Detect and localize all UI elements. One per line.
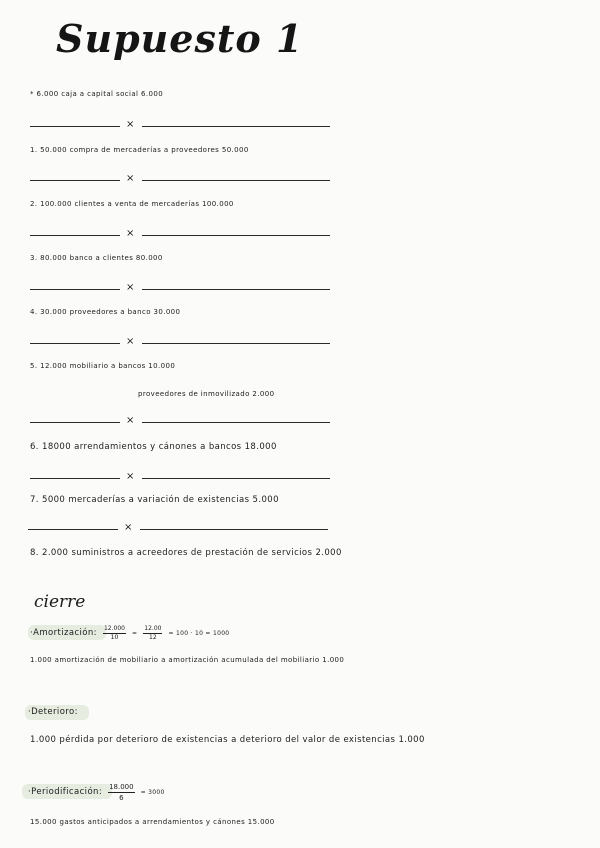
journal-entry-3: 3. 80.000 banco a clientes 80.000 <box>30 254 163 262</box>
journal-entry-6: 6. 18000 arrendamientos y cánones a bancos 18.000 <box>30 442 277 452</box>
separator-cross-icon: × <box>124 522 133 533</box>
amortizacion-entry: 1.000 amortización de mobiliario a amortización acumulada del mobiliario 1.000 <box>30 656 345 664</box>
journal-entry-8: 8. 2.000 suministros a acreedores de prestación de servicios 2.000 <box>30 548 342 558</box>
journal-entry-2: 2. 100.000 clientes a venta de mercaderías 100.000 <box>30 200 234 208</box>
amortizacion-row <box>30 622 229 644</box>
deterioro-entry: 1.000 pérdida por deterioro de existencias a deterioro del valor de existencias 1.000 <box>30 735 425 745</box>
amortizacion-fraction-1 <box>103 625 126 642</box>
fraction-denominator: 12 <box>149 633 157 641</box>
journal-entry-7: 7. 5000 mercaderías a variación de existencias 5.000 <box>30 495 279 505</box>
fraction-denominator: 6 <box>119 793 124 802</box>
journal-entry-0: * 6.000 caja a capital social 6.000 <box>30 90 164 98</box>
journal-entry-5: 5. 12.000 mobiliario a bancos 10.000 <box>30 362 176 370</box>
journal-entry-4: 4. 30.000 proveedores a banco 30.000 <box>30 308 181 316</box>
fraction-denominator: 10 <box>110 633 119 641</box>
fraction-numerator: 12.000 <box>103 624 125 632</box>
journal-entry-1: 1. 50.000 compra de mercaderías a proveedores 50.000 <box>30 146 249 154</box>
periodificacion-result: = 3000 <box>140 788 165 796</box>
entry-separator <box>30 471 330 484</box>
separator-cross-icon: × <box>126 415 135 426</box>
deterioro-label: ·Deterioro: <box>28 707 78 717</box>
entry-separator <box>30 336 330 349</box>
entry-separator <box>30 228 330 241</box>
entry-separator <box>30 119 330 132</box>
periodificacion-label: ·Periodificación: <box>28 787 103 797</box>
entry-separator <box>30 282 330 295</box>
amortizacion-fraction-2 <box>143 625 162 642</box>
separator-cross-icon: × <box>126 471 135 482</box>
separator-cross-icon: × <box>126 173 135 184</box>
journal-entry-5-credit: proveedores de inmovilizado 2.000 <box>138 390 275 398</box>
cierre-heading: cierre <box>34 592 86 612</box>
separator-cross-icon: × <box>126 282 135 293</box>
separator-cross-icon: × <box>126 119 135 130</box>
separator-cross-icon: × <box>126 228 135 239</box>
entry-separator <box>28 522 328 535</box>
amortizacion-result: = 100 · 10 = 1000 <box>168 629 230 637</box>
entry-separator <box>30 415 330 428</box>
periodificacion-entry: 15.000 gastos anticipados a arrendamientos y cánones 15.000 <box>30 818 275 826</box>
amortizacion-label: ·Amortización: <box>30 628 97 638</box>
page-title: Supuesto 1 <box>56 16 304 61</box>
fraction-numerator: 12.00 <box>144 624 162 632</box>
periodificacion-row <box>28 780 165 804</box>
separator-cross-icon: × <box>126 336 135 347</box>
equals-sign: = <box>131 629 138 637</box>
periodificacion-fraction <box>108 782 135 803</box>
entry-separator <box>30 173 330 186</box>
fraction-numerator: 18.000 <box>109 782 134 791</box>
